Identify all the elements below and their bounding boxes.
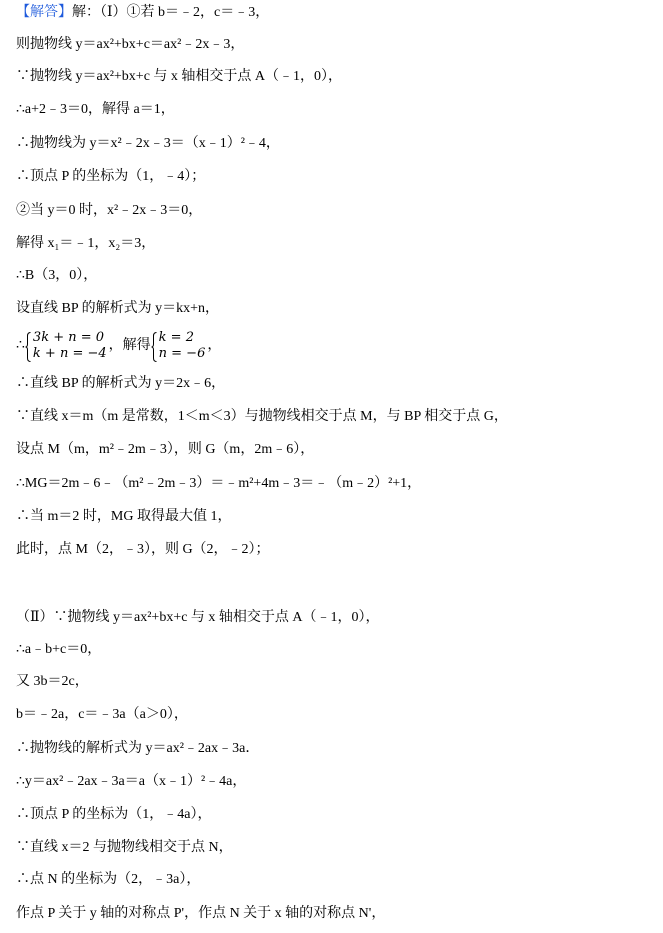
solution-line: 作点 P 关于 y 轴的对称点 P'，作点 N 关于 x 轴的对称点 N'， <box>16 906 386 921</box>
answer-tag: 【解答】 <box>16 5 72 20</box>
solution-line: ∵直线 x＝2 与抛物线相交于点 N， <box>16 840 233 855</box>
solution-system <box>151 330 206 362</box>
solution-line: ∴抛物线的解析式为 y＝ax²﹣2ax﹣3a． <box>16 741 260 756</box>
solution-line: 解得 x₁＝﹣1，x₂＝3， <box>16 236 156 251</box>
left-brace-icon <box>25 332 31 362</box>
solution-line: ∴当 m＝2 时，MG 取得最大值 1， <box>16 509 232 524</box>
therefore-symbol: ∴ <box>16 338 25 354</box>
comma-text: ， <box>207 338 222 354</box>
solution-line: ∵抛物线 y＝ax²+bx+c 与 x 轴相交于点 A（﹣1，0）， <box>16 69 343 84</box>
solution-line: ∴抛物线为 y＝x²﹣2x﹣3＝（x﹣1）²﹣4， <box>16 136 280 151</box>
solution-line: ∴a+2﹣3＝0，解得 a＝1， <box>16 102 175 117</box>
solution-line: （Ⅱ）∵抛物线 y＝ax²+bx+c 与 x 轴相交于点 A（﹣1，0）， <box>16 610 380 625</box>
solution-line: 设直线 BP 的解析式为 y＝kx+n， <box>16 301 219 316</box>
solution-line: ∴直线 BP 的解析式为 y＝2x﹣6， <box>16 376 226 391</box>
solution-line: 又 3b＝2c， <box>16 674 89 689</box>
solution-line <box>16 3 269 23</box>
left-brace-icon <box>151 332 157 362</box>
solution-line: 则抛物线 y＝ax²+bx+c＝ax²﹣2x﹣3， <box>16 37 245 52</box>
solution-line: ∴顶点 P 的坐标为（1，﹣4a）， <box>16 807 212 822</box>
solve-text: ，解得 <box>108 338 151 354</box>
solution-1: k = 2 <box>158 330 194 345</box>
solution-line: ∴a﹣b+c＝0， <box>16 642 102 657</box>
solution-line: ∴B（3，0）， <box>16 268 98 283</box>
solution-line: ∵直线 x＝m（m 是常数，1＜m＜3）与抛物线相交于点 M，与 BP 相交于点 G， <box>16 409 508 424</box>
equation-system-line <box>16 330 221 362</box>
solution-line: 此时，点 M（2，﹣3），则 G（2，﹣2）； <box>16 542 270 557</box>
equation-1: 3k + n = 0 <box>32 330 105 345</box>
solution-line: 设点 M（m，m²﹣2m﹣3），则 G（m，2m﹣6）， <box>16 442 315 457</box>
equation-system <box>25 330 107 362</box>
solution-line: b＝﹣2a，c＝﹣3a（a＞0）， <box>16 707 188 722</box>
solution-line: ∴MG＝2m﹣6﹣（m²﹣2m﹣3）＝﹣m²+4m﹣3＝﹣（m﹣2）²+1， <box>16 476 422 491</box>
solution-line: ②当 y＝0 时，x²﹣2x﹣3＝0， <box>16 203 203 218</box>
line-text: 解：（Ⅰ）①若 b＝﹣2，c＝﹣3， <box>72 5 270 20</box>
solution-line: ∴点 N 的坐标为（2，﹣3a）， <box>16 872 201 887</box>
solution-line: ∴y＝ax²﹣2ax﹣3a＝a（x﹣1）²﹣4a， <box>16 774 247 789</box>
solution-2: n = −6 <box>158 346 206 361</box>
solution-line: ∴顶点 P 的坐标为（1，﹣4）； <box>16 169 206 184</box>
equation-2: k + n = −4 <box>32 346 107 361</box>
